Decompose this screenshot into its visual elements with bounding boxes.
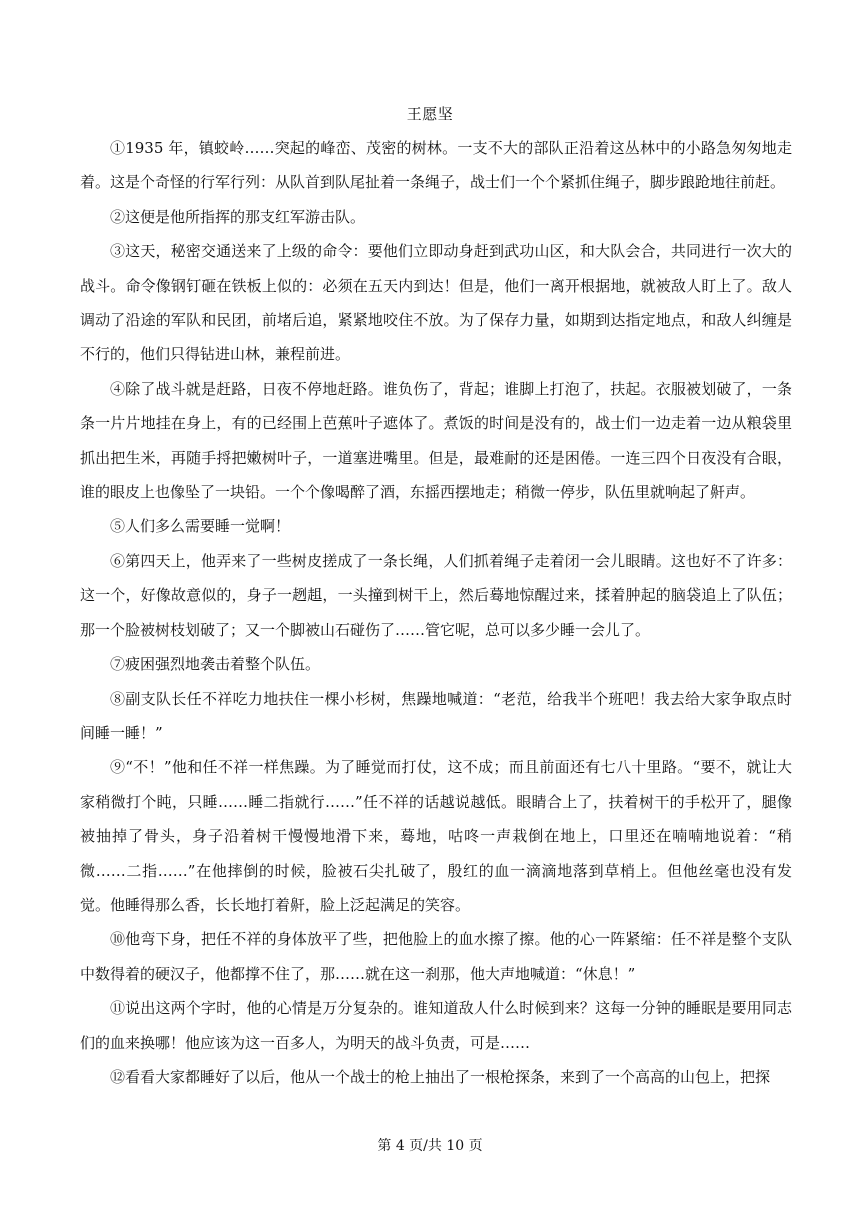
paragraph-12: ⑫看看大家都睡好了以后，他从一个战士的枪上抽出了一根枪探条，来到了一个高高的山包上，把探 <box>110 1067 771 1086</box>
paragraph-7: ⑦疲困强烈地袭击着整个队伍。 <box>110 655 321 674</box>
paragraph-5: ⑤人们多么需要睡一觉啊！ <box>110 517 291 536</box>
paragraph-4: ④除了战斗就是赶路，日夜不停地赶路。谁负伤了，背起；谁脚上打泡了，扶起。衣服被划破了，一条条一片片地挂在身上，有的已经围上芭蕉叶子遮体了。煮饭的时间是没有的，战士们一边走着一边从粮袋里抓出把生米，再随手捋把嫩树叶子，一道塞进嘴里。但是，最难耐的还是困倦。一连三四个日夜没有合眼，谁的眼皮上也像坠了一块铅。一个个像喝醉了酒，东摇西摆地走；稍微一停步，队伍里就响起了鼾声。 <box>80 379 792 502</box>
paragraph-1: ①1935 年，镇蛟岭……突起的峰峦、茂密的树林。一支不大的部队正沿着这丛林中的小路急匆匆地走着。这是个奇怪的行军行列：从队首到队尾扯着一条绳子，战士们一个个紧抓住绳子，脚步踉跄地往前赶。 <box>80 139 792 192</box>
article-body <box>80 131 792 1094</box>
paragraph-11: ⑪说出这两个字时，他的心情是万分复杂的。谁知道敌人什么时候到来？这每一分钟的睡眠是要用同志们的血来换哪！他应该为这一百多人，为明天的战斗负责，可是…… <box>80 999 792 1052</box>
author-name: 王愿坚 <box>406 105 454 123</box>
paragraph-3: ③这天，秘密交通送来了上级的命令：要他们立即动身赶到武功山区，和大队会合，共同进行一次大的战斗。命令像钢钉砸在铁板上似的：必须在五天内到达！但是，他们一离开根据地，就被敌人盯上了。敌人调动了沿途的军队和民团，前堵后追，紧紧地咬住不放。为了保存力量，如期到达指定地点，和敌人纠缠是不行的，他们只得钻进山林，兼程前进。 <box>80 242 792 364</box>
paragraph-6: ⑥第四天上，他弄来了一些树皮搓成了一条长绳，人们抓着绳子走着闭一会儿眼睛。这也好不了许多：这一个，好像故意似的，身子一趔趄，一头撞到树干上，然后蓦地惊醒过来，揉着肿起的脑袋追上了队伍；那一个脸被树枝划破了；又一个脚被山石碰伤了……管它呢，总可以多少睡一会儿了。 <box>80 551 792 639</box>
page-footer: 第 4 页/共 10 页 <box>377 1138 483 1154</box>
paragraph-8: ⑧副支队长任不祥吃力地扶住一棵小杉树，焦躁地喊道：“老范，给我半个班吧！我去给大家争取点时间睡一睡！” <box>80 689 792 742</box>
paragraph-10: ⑩他弯下身，把任不祥的身体放平了些，把他脸上的血水擦了擦。他的心一阵紧缩：任不祥是整个支队中数得着的硬汉子，他都撑不住了，那……就在这一刹那，他大声地喊道：“休息！” <box>80 930 792 983</box>
paragraph-9: ⑨“不！”他和任不祥一样焦躁。为了睡觉而打仗，这不成；而且前面还有七八十里路。“要不，就让大家稍微打个盹，只睡……睡二指就行……”任不祥的话越说越低。眼睛合上了，扶着树干的手松开了，腿像被抽掉了骨头，身子沿着树干慢慢地滑下来，蓦地，咕咚一声栽倒在地上，口里还在喃喃地说着：“稍微……二指……”在他摔倒的时候，脸被石尖扎破了，殷红的血一滴滴地落到草梢上。但他丝毫也没有发觉。他睡得那么香，长长地打着鼾，脸上泛起满足的笑容。 <box>80 758 792 914</box>
paragraph-2: ②这便是他所指挥的那支红军游击队。 <box>110 207 366 226</box>
